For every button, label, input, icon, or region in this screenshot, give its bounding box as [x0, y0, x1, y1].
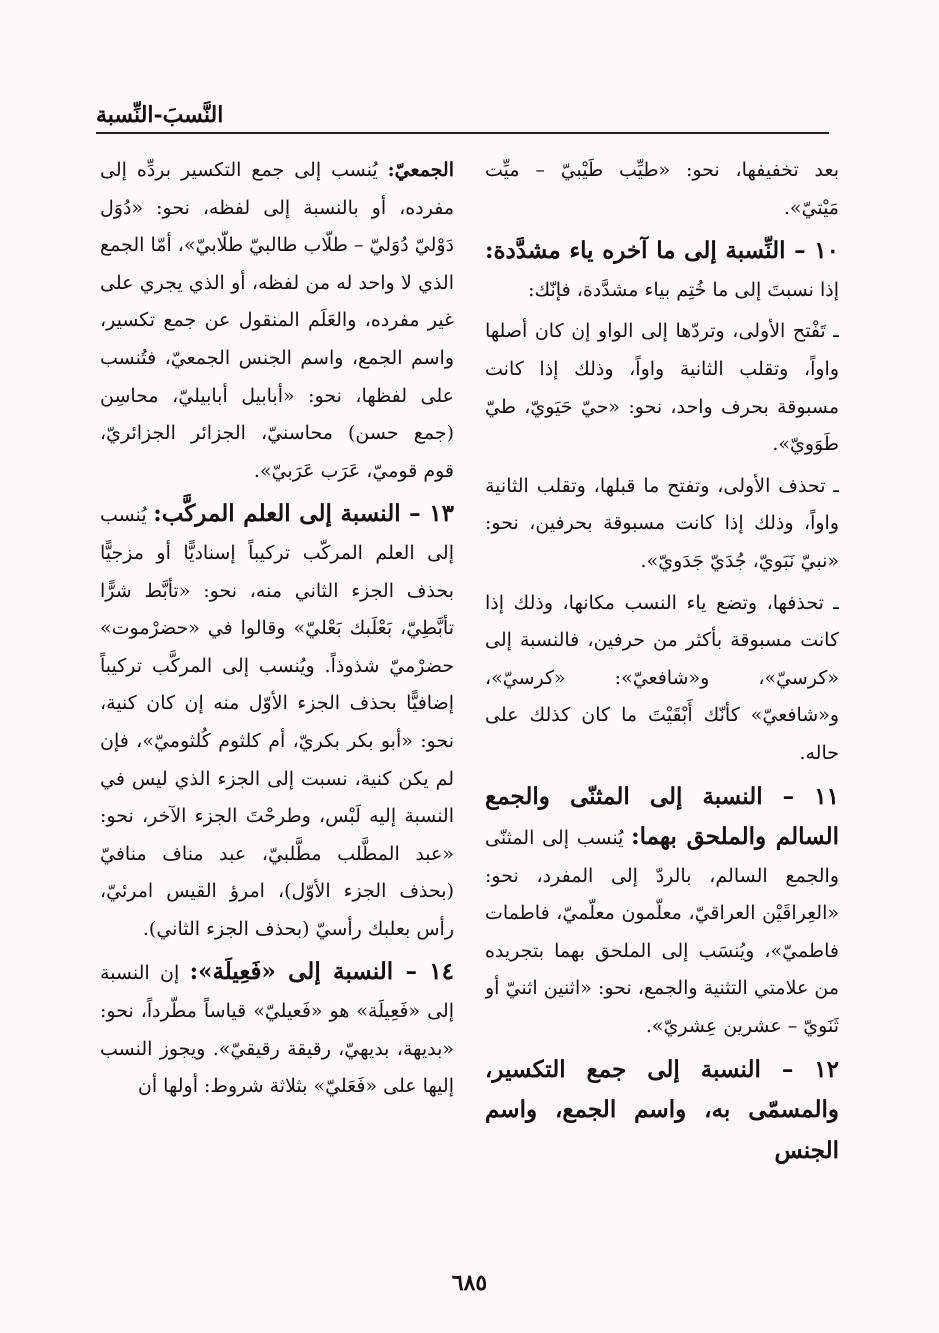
section-10 — [485, 231, 839, 309]
section-13 — [100, 494, 454, 948]
bullet-paragraph: ـ تحذفها، وتضع ياء النسب مكانها، وذلك إذا كانت مسبوقة بأكثر من حرفين، فالنسبة إلى «كرسيّ»، و«شافعيّ»: «كرسيّ»، و«شافعيّ» كأنّك أَبْقَيْتَ ما كان كذلك على حاله. — [485, 591, 839, 764]
section-heading: ١٠ – النِّسبة إلى ما آخره ياء مشدَّدة: — [485, 237, 839, 265]
right-column — [485, 152, 839, 1262]
bullet-paragraph: ـ تَفْتح الأولى، وتردّها إلى الواو إن كان أصلها واواً، وتقلب الثانية واواً، وذلك إذا كانت مسبوقة بحرف واحد، نحو: «حيّ حَيَويّ، طيّ طَوَويّ». — [485, 320, 839, 456]
section-text: يُنسب إلى جمع التكسير بردِّه إلى مفرده، أو بالنسبة إلى لفظه، نحو: «دُوَل دَوْليّ دُوَليّ – طلّاب طالبيّ طلّابيّ»، أمّا الجمع الذي لا واحد له من لفظه، أو الذي يجري على غير مفرده، والعَلَم المنقول عن جمع تكسير، واسم الجمع، واسم الجنس الجمعيّ، فتُنسب على لفظها، نحو: «أبابيل أبابيليّ، محاسِن (جمع حسن) محاسنيّ، الجزائر الجزائريّ، قوم قوميّ، عَرَب عَرَبيّ». — [100, 159, 454, 482]
running-header — [96, 92, 829, 134]
section-14 — [100, 952, 454, 1105]
section-heading: ١٤ – النسبة إلى «فَعِيلَة»: — [189, 958, 454, 986]
section-text: يُنسب إلى المثنّى والجمع السالم، بالردّ إلى المفرد، نحو: «العِراقَيْن العراقيّ، معلّمون معلّميّ، فاطمات فاطميّ»، ويُنسَب إلى الملحق بهما بتجريده من علامتي التثنية والجمع، نحو: «اثنين اثنيّ أو ثَنَويّ – عشرين عِشريّ». — [485, 827, 839, 1038]
running-header-title: النَّسبَ-النِّسبة — [96, 102, 224, 128]
section-11 — [485, 777, 839, 1046]
paragraph: بعد تخفيفها، نحو: «طيِّب طَيْبيّ – ميِّت مَيْتيّ». — [485, 159, 839, 219]
section-12-continued — [100, 152, 454, 490]
page-number: ٦٨٥ — [451, 1270, 488, 1296]
section-heading: ١٣ – النسبة إلى العلم المركَّب: — [153, 500, 454, 528]
section-text: يُنسب إلى العلم المركّب تركيباً إسناديًّا أو مزجيًّا بحذف الجزء الثاني منه، نحو: «تأبَّط شرًّا تأبَّطِيّ، بَعْلَبك بَعْليّ» وقالوا في «حضرْموت» حضرْميّ شذوذاً. ويُنسب إلى المركَّب تركيباً إضافيًّا بحذف الجزء الأوّل منه إن كان كنية، نحو: «أبو بكر بكريّ، أم كلثوم كُلثوميّ»، فإن لم يكن كنية، نسبت إلى الجزء الذي ليس في النسبة إليه لَبْس، وطرحْتَ الجزء الآخر، نحو: «عبد المطَّلب مطَّلبيّ، عبد مناف منافيّ (بحذف الجزء الأوّل)، امرؤ القيس امرئيّ، رأس بعلبك رأسيّ (بحذف الجزء الثاني). — [100, 504, 454, 940]
left-column — [100, 152, 454, 1262]
section-12 — [485, 1050, 839, 1172]
section-text: إذا نسبتَ إلى ما خُتِم بياء مشدَّدة، فإنّك: — [528, 278, 839, 301]
section-heading: ١٢ – النسبة إلى جمع التكسير، والمسمّى به، واسم الجمع، واسم الجنس — [485, 1055, 839, 1164]
lead-word: الجمعيّ: — [387, 159, 454, 181]
bullet-paragraph: ـ تحذف الأولى، وتفتح ما قبلها، وتقلب الثانية واواً، وذلك إذا كانت مسبوقة بحرفين، نحو: «نبيّ نَبَويّ، جُدَيّ جَدَويّ». — [485, 474, 839, 572]
section-heading: ١١ – النسبة إلى المثنّى والجمع السالم والملحق بهما: — [485, 782, 839, 851]
section-text: إن النسبة إلى «فَعِيلَة» هو «فَعيليّ» قياساً مطّرداً، نحو: «بديهة، بديهيّ، رقيقة رقيقيّ». ويجوز النسب إليها على «فَعَليّ» بثلاثة شروط: أولها أن — [100, 962, 454, 1098]
